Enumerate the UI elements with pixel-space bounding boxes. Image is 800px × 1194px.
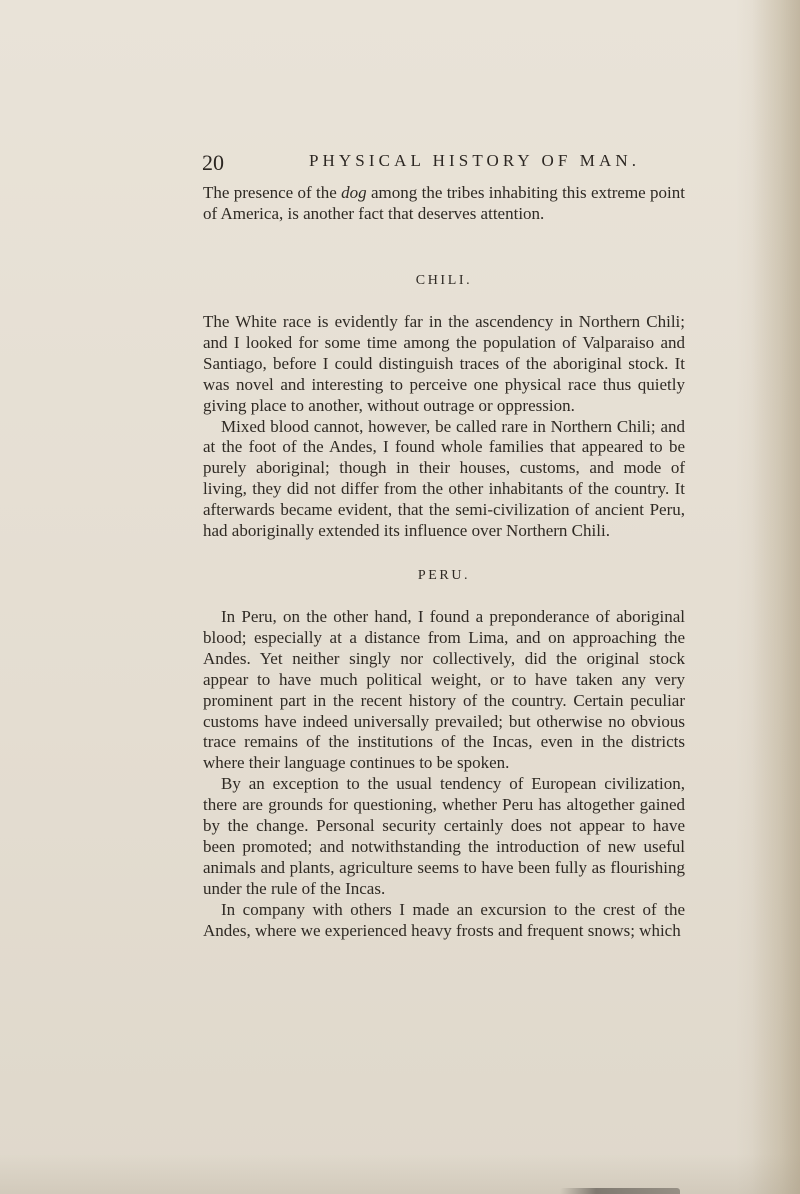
intro-text [203,183,685,225]
section-heading-chili: CHILI. [415,273,473,288]
page-edge-shadow [752,0,800,1194]
intro-emphasis: dog [341,183,367,202]
paragraph: Mixed blood cannot, however, be called rare in Northern Chili; and at the foot of the Andes, I found whole families that appeared to be purely aboriginal; though in their houses, customs, and mode of living, they did not differ from the other inhabitants of the country. It afterwards became evident, that the semi-civilization of ancient Peru, had aboriginally extended its influence over Northern Chili. [203,416,685,541]
running-head [202,148,682,178]
page-smudge [560,1188,680,1194]
section-body-peru [203,607,685,942]
section-heading-peru: PERU. [417,568,471,583]
intro-paragraph [203,183,685,225]
paragraph: In Peru, on the other hand, I found a preponderance of aboriginal blood; especially at a distance from Lima, and on approaching the Andes. Yet neither singly nor collectively, did the original stock appear to have much political weight, or to have taken any very prominent part in the recent history of the country. Certain peculiar customs have indeed universally prevailed; but otherwise no obvious trace remains of the institutions of the Incas, even in the districts where their language continues to be spoken. [203,607,685,773]
page-number: 20 [202,150,224,175]
intro-text-before: The presence of the [203,183,342,202]
page-bottom-shadow [0,1154,800,1194]
intro-text-after: among the tribes inhabiting this extreme point of America, is another fact that deserves attention. [203,183,685,223]
paragraph: The White race is evidently far in the ascendency in Northern Chili; and I looked for some time among the population of Valparaiso and Santiago, before I could distinguish traces of the aboriginal stock. It was novel and interesting to perceive one physical race thus quietly giving place to another, without outrage or oppression. [203,312,685,415]
paragraph: By an exception to the usual tendency of European civilization, there are grounds for questioning, whether Peru has altogether gained by the change. Personal security certainly does not appear to have been promoted; and notwithstanding the introduction of new useful animals and plants, agriculture seems to have been fully as flourishing under the rule of the Incas. [203,774,685,898]
paragraph: In company with others I made an excursion to the crest of the Andes, where we experienced heavy frosts and frequent snows; which [203,899,685,940]
section-body-chili [203,312,685,542]
running-title: PHYSICAL HISTORY OF MAN. [309,151,641,170]
